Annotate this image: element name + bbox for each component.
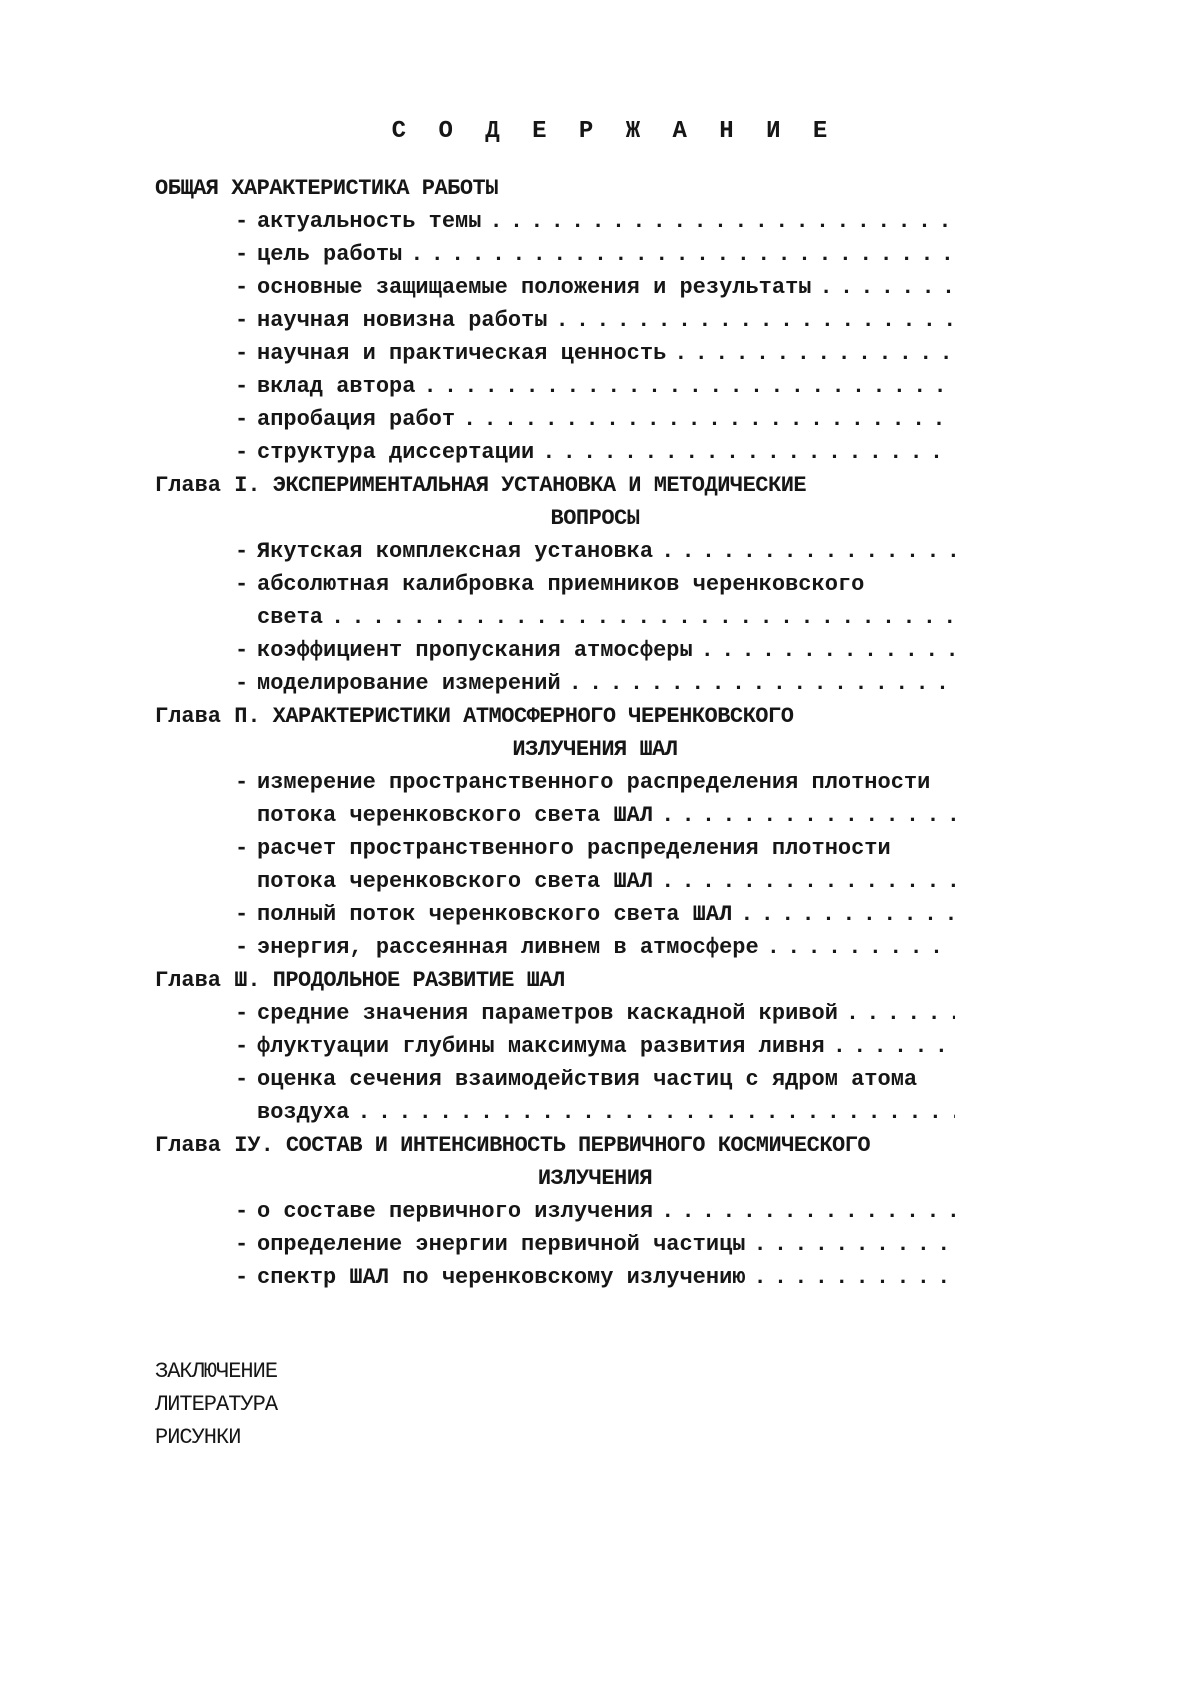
dash-marker: -	[235, 1232, 249, 1257]
toc-item	[155, 1030, 955, 1063]
back-matter-item: ЛИТЕРАТУРА	[155, 1392, 278, 1417]
leader-dots	[701, 634, 955, 667]
chapter-title: ХАРАКТЕРИСТИКИ АТМОСФЕРНОГО ЧЕРЕНКОВСКОГО	[272, 704, 794, 729]
leader-dots	[833, 1030, 955, 1063]
toc-item	[155, 403, 955, 436]
chapter-heading	[155, 1129, 955, 1162]
toc-item	[155, 832, 955, 865]
chapter-label: Глава IУ.	[155, 1133, 274, 1158]
toc-item	[155, 205, 955, 238]
toc-item-text: расчет пространственного распределения плотности	[257, 836, 891, 861]
chapter-title-continuation: ИЗЛУЧЕНИЯ	[537, 1166, 653, 1191]
dash-marker: -	[235, 539, 249, 564]
leader-dots	[740, 898, 955, 931]
toc-item-text: структура диссертации	[257, 440, 535, 465]
toc-item	[155, 1195, 955, 1228]
dash-marker: -	[235, 572, 249, 597]
leader-dots	[938, 766, 955, 799]
toc-item-text: коэффициент пропускания атмосферы	[257, 638, 693, 663]
toc-item	[155, 997, 955, 1030]
toc-item	[155, 898, 955, 931]
toc-item-text: абсолютная калибровка приемников черенковского	[257, 572, 865, 597]
leader-dots	[661, 799, 955, 832]
toc-item-continuation	[155, 799, 955, 832]
toc-item-text: энергия, рассеянная ливнем в атмосфере	[257, 935, 759, 960]
dash-marker: -	[235, 935, 249, 960]
toc-item	[155, 271, 955, 304]
leader-dots	[569, 667, 955, 700]
toc-item-text: научная и практическая ценность	[257, 341, 667, 366]
toc-item-text: потока черенковского света ШАЛ	[257, 869, 654, 894]
dash-marker: -	[235, 374, 249, 399]
leader-dots	[753, 1228, 955, 1261]
dash-marker: -	[235, 1034, 249, 1059]
general-heading: ОБЩАЯ ХАРАКТЕРИСТИКА РАБОТЫ	[155, 176, 498, 201]
toc-item	[155, 931, 955, 964]
dash-marker: -	[235, 902, 249, 927]
dash-marker: -	[235, 671, 249, 696]
toc-item-text: воздуха	[257, 1100, 350, 1125]
chapters	[155, 469, 955, 1294]
toc-item-text: моделирование измерений	[257, 671, 561, 696]
toc-item-text: средние значения параметров каскадной кривой	[257, 1001, 838, 1026]
back-matter-item: ЗАКЛЮЧЕНИЕ	[155, 1359, 278, 1384]
toc-item	[155, 238, 955, 271]
back-matter-item: РИСУНКИ	[155, 1425, 241, 1450]
chapter-heading	[155, 964, 955, 997]
toc-item	[155, 634, 955, 667]
leader-dots	[846, 997, 955, 1030]
dash-marker: -	[235, 1199, 249, 1224]
toc-item	[155, 304, 955, 337]
leader-dots	[463, 403, 955, 436]
chapter-heading	[155, 700, 955, 733]
toc-item-text: научная новизна работы	[257, 308, 548, 333]
dash-marker: -	[235, 638, 249, 663]
leader-dots	[674, 337, 955, 370]
toc-item-text: света	[257, 605, 324, 630]
leader-dots	[820, 271, 956, 304]
toc-item-text: актуальность темы	[257, 209, 482, 234]
toc-item-text: оценка сечения взаимодействия частиц с ядром атома	[257, 1067, 918, 1092]
toc-item-text: флуктуации глубины максимума развития ливня	[257, 1034, 825, 1059]
dash-marker: -	[235, 1067, 249, 1092]
chapter-title: ЭКСПЕРИМЕНТАЛЬНАЯ УСТАНОВКА И МЕТОДИЧЕСКИЕ	[272, 473, 807, 498]
dash-marker: -	[235, 770, 249, 795]
toc-item-text: вклад автора	[257, 374, 416, 399]
toc-item	[155, 436, 955, 469]
leader-dots	[357, 1096, 955, 1129]
chapter-heading	[155, 469, 955, 502]
dash-marker: -	[235, 209, 249, 234]
leader-dots	[753, 1261, 955, 1294]
dash-marker: -	[235, 407, 249, 432]
leader-dots	[661, 1195, 955, 1228]
dash-marker: -	[235, 1265, 249, 1290]
toc-item	[155, 337, 955, 370]
dash-marker: -	[235, 275, 249, 300]
leader-dots	[661, 535, 955, 568]
chapter-title-continuation: ВОПРОСЫ	[550, 506, 640, 531]
dash-marker: -	[235, 242, 249, 267]
toc-item	[155, 766, 955, 799]
toc-item-continuation	[155, 601, 955, 634]
toc-item	[155, 370, 955, 403]
chapter-title-continuation: ИЗЛУЧЕНИЯ ШАЛ	[512, 737, 678, 762]
dash-marker: -	[235, 440, 249, 465]
toc-item	[155, 667, 955, 700]
toc-item	[155, 1228, 955, 1261]
dash-marker: -	[235, 836, 249, 861]
leader-dots	[767, 931, 955, 964]
general-items	[155, 205, 955, 469]
leader-dots	[555, 304, 955, 337]
dash-marker: -	[235, 308, 249, 333]
table-of-contents	[155, 172, 955, 1294]
toc-item	[155, 535, 955, 568]
toc-item-text: основные защищаемые положения и результаты	[257, 275, 812, 300]
toc-item-continuation	[155, 1096, 955, 1129]
toc-item	[155, 568, 955, 601]
leader-dots	[661, 865, 955, 898]
toc-item-text: полный поток черенковского света ШАЛ	[257, 902, 733, 927]
leader-dots	[925, 1063, 955, 1096]
chapter-label: Глава I.	[155, 473, 261, 498]
toc-item-text: о составе первичного излучения	[257, 1199, 654, 1224]
page-title: С О Д Е Р Ж А Н И Е	[391, 118, 837, 145]
toc-item-text: цель работы	[257, 242, 403, 267]
dash-marker: -	[235, 341, 249, 366]
dash-marker: -	[235, 1001, 249, 1026]
leader-dots	[872, 568, 955, 601]
leader-dots	[899, 832, 955, 865]
toc-item-text: потока черенковского света ШАЛ	[257, 803, 654, 828]
toc-item-text: апробация работ	[257, 407, 456, 432]
toc-item-text: Якутская комплексная установка	[257, 539, 654, 564]
back-matter	[155, 1355, 277, 1454]
chapter-title: ПРОДОЛЬНОЕ РАЗВИТИЕ ШАЛ	[272, 968, 565, 993]
leader-dots	[331, 601, 955, 634]
leader-dots	[423, 370, 955, 403]
toc-item-text: спектр ШАЛ по черенковскому излучению	[257, 1265, 746, 1290]
leader-dots	[410, 238, 955, 271]
toc-item-continuation	[155, 865, 955, 898]
toc-item	[155, 1261, 955, 1294]
toc-item-text: определение энергии первичной частицы	[257, 1232, 746, 1257]
chapter-label: Глава Ш.	[155, 968, 261, 993]
toc-item	[155, 1063, 955, 1096]
chapter-label: Глава П.	[155, 704, 261, 729]
toc-item-text: измерение пространственного распределения плотности	[257, 770, 931, 795]
leader-dots	[542, 436, 955, 469]
chapter-title: СОСТАВ И ИНТЕНСИВНОСТЬ ПЕРВИЧНОГО КОСМИЧЕСКОГО	[285, 1133, 871, 1158]
leader-dots	[489, 205, 955, 238]
